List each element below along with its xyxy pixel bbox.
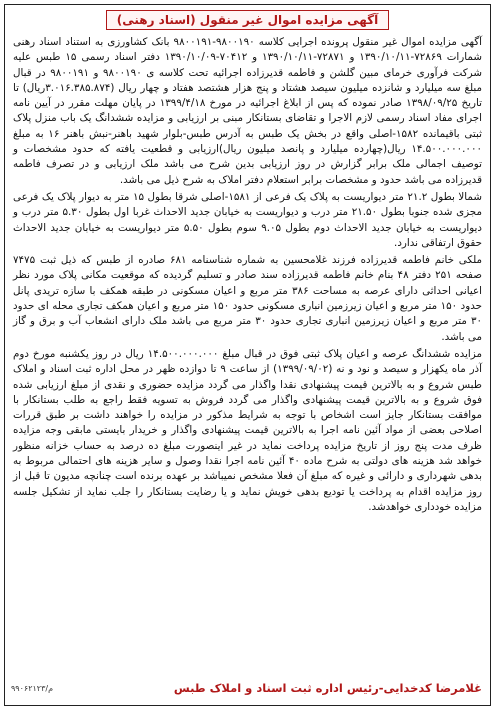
paragraph-auction-terms: مزایده ششدانگ عرصه و اعیان پلاک ثبتی فوق در قبال مبلغ ۱۴.۵۰۰.۰۰۰.۰۰۰ ریال در روز یکشنبه مورخ دوم آذر ماه یکهزار و سیصد و نود و نه (۱۳۹۹/۰۹/۰۲) از ساعت ۹ تا دوازده ظهر در محل اداره ثبت اسناد و املاک طبس شروع و به بالاترین قیمت پیشنهادی نقدا واگذار می گردد مزایده حضوری و نقدی از مبلغ ارزیابی شده فوق شروع و به بالاترین قیمت پیشنهادی واگذار می گردد فروش به تسویه فقط راجع به طلب بستانکار با موافقت بستانکار جایز است اشخاص با توجه به شرایط مذکور در مزایده را خواهند داشت بر طبق قررات اصلاحی بعضی از مواد آئین نامه اجرا به بالاترین قیمت پیشنهادی واگذار و خریدار بایستی مابقی وجه مزایده ظرف مدت پنج روز از تاریخ مزایده پرداخت نماید در غیر اینصورت مبلغ ده درصد به حساب خزانه منظور خواهد شد هزینه های دولتی به شرح ماده ۴۰ آئین نامه اجرا نقدا وصول و سایر هزینه های احتمالی مربوط به بدهی شهرداری و دارائی و غیره که مبلغ آن فعلا مشخص نمیباشد بر عهده برنده است چنانچه مدیون تا قبل از روز مزایده اقدام به پرداخت یا تودیع بدهی خویش نماید و یا رضایت بستانکار را جلب نماید از تشکیل جلسه مزایده خودداری خواهدشد. — [13, 347, 482, 513]
title-wrap — [5, 9, 490, 31]
paragraph-ownership: ملکی خانم فاطمه قدیرزاده فرزند غلامحسین به شماره شناسنامه ۶۸۱ صادره از طبس که ذیل ثبت ۷۴۷۵ صفحه ۲۵۱ دفتر ۴۸ بنام خانم فاطمه قدیرزاده سند صادر و تسلیم گردیده که موقعیت مکانی پلاک مورد نظر اعیانی احداثی دارای عرصه به مساحت ۳۸۶ متر مربع و اعیان مسکونی در طبقه همکف با سازه تریدی پانل حدود ۱۵۰ متر مربع و اعیان زیرزمین انباری مسکونی حدود ۱۵۰ متر مربع و اعیان همکف تجاری محله ای حدود ۳۰ متر مربع و اعیان زیرزمین انباری تجاری حدود ۳۰ متر مربع می باشد ملک دارای انشعاب آب و برق و گاز می باشد. — [13, 254, 483, 343]
signature: غلامرضا کدخدایی-رئیس اداره ثبت اسناد و املاک طبس — [173, 681, 482, 695]
ad-frame — [4, 4, 491, 706]
paragraph-boundaries: شمالا بطول ۲۱.۲ متر دیواریست به پلاک یک فرعی از ۱۵۸۱-اصلی شرقا بطول ۱۵ متر به دیوار پلاک یک فرعی مجزی شده جنوبا بطول ۲۱.۵۰ متر درب و دیواریست به خیابان جدید الاحداث غربا اول بطول ۵.۳۰ متر درب و دیواریست به خیابان جدید الاحداث دوم بطول ۹.۰۵ سوم بطول ۵.۵۰ متر دیواریست به خیابان جدید الاحداث حقوق ارتفاقی ندارد. — [13, 190, 482, 249]
footer — [11, 681, 482, 699]
reference-code: م/۹۹۰۶۲۱۲۳ — [11, 684, 54, 693]
paragraph-intro: آگهی مزایده اموال غیر منقول پرونده اجرایی کلاسه ۹۸۰۰۱۹۰-۹۸۰۰۱۹۱ بانک کشاورزی به استناد اسناد رهنی شمارات ۷۲۸۶۹-۱۳۹۰/۱۰/۱۱ و ۷۲۸۷۱-۱۳۹۰/۱۰/۱۱ و ۷۰۴۱۲-۱۳۹۰/۱۰/۰۹ دفتر اسناد رسمی ۱۵ طبس علیه شرکت فرآوری خرمای مبین گلشن و فاطمه قدیرزاده اجرائیه تحت کلاسه ی ۹۸۰۰۱۹۰ و ۹۸۰۰۱۹۱ در قبال مبلغ سه میلیارد و شانزده میلیون سیصد هشتاد و پنج هزار هشتصد هفتاد و چهار ریال (۳.۰۱۶.۳۸۵.۸۷۴ریال) تا تاریخ ۱۳۹۸/۰۹/۲۵ صادر نموده که پس از ابلاغ اجرائیه در مورخ ۱۳۹۹/۴/۱۸ در پایان مهلت مقرر در آیین نامه اجرای مفاد اسناد رسمی لازم الاجرا و تقاضای بستانکار مبنی بر ارزیابی و مزایده ششدانگ یک باب منزل پلاک ثبتی باقیمانده ۱۵۸۲-اصلی واقع در بخش یک طبس به آدرس طبس-بلوار شهید باهنر-نبش باهنر ۱۶ به مبلغ ۱۴.۵۰۰.۰۰۰.۰۰۰ ریال(چهارده میلیارد و پانصد میلیون ریال)ارزیابی و قطعیت یافته که حدود مشخصات و توصیف اجمالی ملک برابر گزارش در روز ارزیابی بدین شرح می باشد ملک ارزیابی و در تصرف فاطمه قدیرزاده می باشد حدود و مشخصات برابر استعلام دفتر املاک به شرح ذیل می باشد. — [13, 36, 482, 186]
notice-body — [13, 35, 482, 517]
page-title: آگهی مزایده اموال غیر منقول (اسناد رهنی) — [106, 10, 390, 30]
